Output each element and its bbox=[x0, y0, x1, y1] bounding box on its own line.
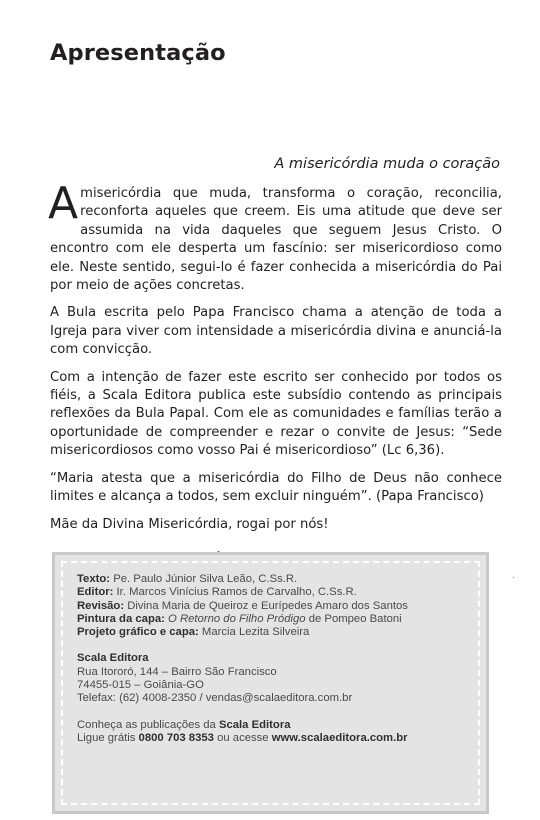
credit-projeto-label: Projeto gráfico e capa: bbox=[77, 626, 199, 639]
promo-phone: 0800 703 8353 bbox=[138, 731, 214, 744]
credit-pintura bbox=[77, 613, 472, 626]
page-title: Apresentação bbox=[50, 40, 226, 66]
promo-block bbox=[77, 719, 472, 746]
drop-cap: A bbox=[48, 178, 79, 229]
credit-texto-value: Pe. Paulo Júnior Silva Leão, C.Ss.R. bbox=[110, 573, 298, 585]
promo-line-1 bbox=[77, 719, 472, 732]
promo-brand: Scala Editora bbox=[218, 718, 291, 731]
publisher-name-text: Scala Editora bbox=[77, 652, 149, 665]
paragraph-2: A Bula escrita pelo Papa Francisco chama a atenção de toda a Igreja para viver com intensidade a misericórdia divina e anunciá-la com convicção. bbox=[50, 305, 502, 358]
credit-editor-label: Editor: bbox=[77, 586, 114, 599]
promo-line-2-mid: ou acesse bbox=[213, 731, 272, 744]
credit-texto bbox=[77, 573, 472, 586]
credit-pintura-label: Pintura da capa: bbox=[77, 612, 165, 625]
credit-projeto-value: Marcia Lezita Silveira bbox=[198, 626, 310, 639]
publisher-name bbox=[77, 652, 472, 665]
section-subtitle: A misericórdia muda o coração bbox=[274, 156, 500, 172]
paragraph-5: Mãe da Divina Misericórdia, rogai por nós! bbox=[50, 516, 329, 532]
paragraph-1-text: misericórdia que muda, transforma o coração, reconcilia, reconforta aqueles que creem. Eis uma atitude que deve ser assumida na vida daqueles que seguem Jesus Cristo. O encontro com ele desperta um fascínio: ser misericordioso como ele. Neste sentido, segui-lo é fazer conhecida a misericórdia do Pai por meio de ações concretas. bbox=[50, 186, 502, 294]
promo-url: www.scalaeditora.com.br bbox=[271, 731, 408, 744]
credit-revisao-value: Divina Maria de Queiroz e Eurípedes Amaro dos Santos bbox=[124, 599, 408, 612]
paragraph-1 bbox=[48, 178, 502, 295]
promo-line-2-prefix: Ligue grátis bbox=[77, 731, 139, 744]
promo-line-2 bbox=[77, 732, 472, 745]
credit-texto-label: Texto: bbox=[77, 573, 111, 585]
credit-pintura-title: O Retorno do Filho Pródigo bbox=[168, 612, 306, 625]
promo-line-1-prefix: Conheça as publicações da bbox=[77, 718, 219, 731]
credits-content bbox=[77, 573, 472, 745]
credit-projeto bbox=[77, 626, 472, 639]
stray-mark: . bbox=[512, 570, 516, 581]
presentation-body bbox=[48, 178, 502, 568]
paragraph-4-quote: “Maria atesta que a misericórdia do Filho de Deus não conhece limites e alcança a todos, sem excluir ninguém”. (Papa Francisco) bbox=[50, 470, 502, 505]
publisher-city: 74455-015 – Goiânia-GO bbox=[77, 679, 204, 692]
credits-box bbox=[52, 552, 489, 814]
credit-revisao-label: Revisão: bbox=[77, 599, 125, 612]
credit-revisao bbox=[77, 600, 472, 613]
credit-editor-value: Ir. Marcos Vinícius Ramos de Carvalho, C.Ss.R. bbox=[113, 586, 357, 599]
credit-editor bbox=[77, 586, 472, 599]
publisher-phone: Telefax: (62) 4008-2350 / vendas@scalaeditora.com.br bbox=[77, 692, 353, 705]
publisher-block bbox=[77, 652, 472, 705]
paragraph-3: Com a intenção de fazer este escrito ser conhecido por todos os fiéis, a Scala Editora publica este subsídio contendo as principais reflexões da Bula Papal. Com ele as comunidades e famílias terão a oportunidade de compreender e rezar o convite de Jesus: “Sede misericordiosos como vosso Pai é misericordioso” (Lc 6,36). bbox=[50, 369, 502, 459]
publisher-address: Rua Itororó, 144 – Bairro São Francisco bbox=[77, 665, 277, 678]
credits-list bbox=[77, 573, 472, 639]
credit-pintura-suffix: de Pompeo Batoni bbox=[305, 612, 402, 625]
